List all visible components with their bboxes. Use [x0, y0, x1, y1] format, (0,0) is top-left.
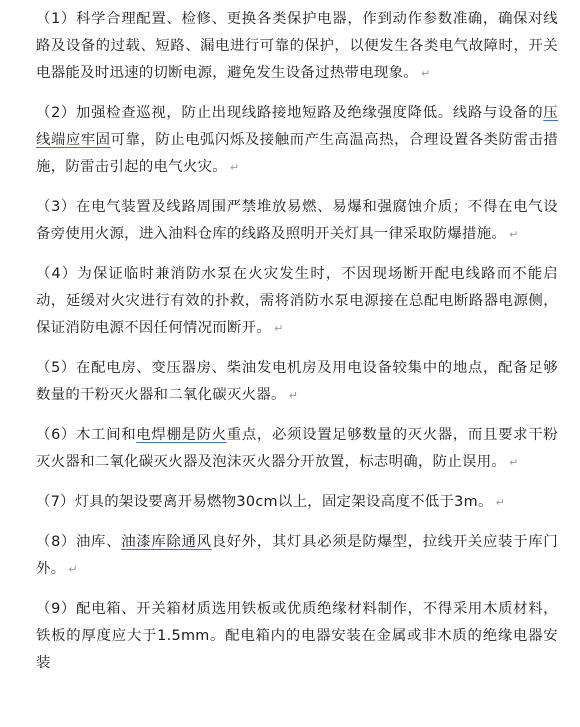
paragraph-p5	[36, 355, 558, 409]
paragraph-p7	[36, 489, 558, 516]
text-segment: 重点，必须设置足够数量的灭火器，而且要求干粉灭火器和二氧化碳灭火器及泡沫灭火器分开放置，标志明确，防止误用。	[36, 427, 558, 470]
paragraph-p8	[36, 529, 558, 583]
underlined-text: 压线端应牢固	[36, 105, 558, 148]
paragraph-mark-icon: ↵	[288, 389, 299, 402]
text-segment: （1）科学合理配置、检修、更换各类保护电器，作到动作参数准确，确保对线路及设备的过载、短路、漏电进行可靠的保护，以便发生各类电气故障时，开关电器能及时迅速的切断电源，避免发生设备过热带电现象。	[36, 11, 558, 81]
text-segment: （9）配电箱、开关箱材质选用铁板或优质绝缘材料制作，不得采用木质材料，铁板的厚度应大于1.5mm。配电箱内的电器安装在金属或非木质的绝缘电器安装	[36, 601, 558, 671]
text-segment: （5）在配电房、变压器房、柴油发电机房及用电设备较集中的地点，配备足够数量的干粉灭火器和二氧化碳灭火器。	[36, 360, 558, 403]
paragraph-p4	[36, 261, 558, 342]
paragraph-mark-icon: ↵	[509, 456, 519, 469]
underlined-text: 电焊棚是防火	[136, 427, 227, 443]
text-segment: 良好外，其灯具必须是防爆型，拉线开关应装于库门外。	[36, 534, 558, 577]
paragraph-p1	[36, 6, 558, 87]
paragraph-mark-icon: ↵	[229, 161, 240, 174]
text-segment: （3）在电气装置及线路周围严禁堆放易燃、易爆和强腐蚀介质；不得在电气设备旁使用火源，进入油料仓库的线路及照明开关灯具一律采取防爆措施。	[36, 199, 558, 242]
document-body	[36, 6, 558, 677]
paragraph-mark-icon: ↵	[420, 67, 431, 80]
text-segment: （8）油库、	[36, 534, 122, 550]
text-segment: （4）为保证临时兼消防水泵在火灾发生时，不因现场断开配电线路而不能启动，延缓对火灾进行有效的扑救，需将消防水泵电源接在总配电断路器电源侧，保证消防电源不因任何情况而断开。	[36, 266, 558, 336]
paragraph-p3	[36, 194, 558, 248]
paragraph-p6	[36, 422, 558, 476]
paragraph-mark-icon: ↵	[68, 563, 78, 576]
paragraph-mark-icon: ↵	[495, 496, 506, 509]
text-segment: （6）木工间和	[36, 427, 137, 443]
paragraph-p2	[36, 100, 558, 181]
paragraph-mark-icon: ↵	[509, 228, 519, 241]
underlined-text: 油漆库除通风	[121, 534, 212, 550]
paragraph-mark-icon: ↵	[274, 322, 284, 335]
text-segment: 可靠，防止电弧闪烁及接触而产生高温高热，合理设置各类防雷击措施，防雷击引起的电气火灾。	[36, 132, 558, 175]
text-segment: （7）灯具的架设要离开易燃物30cm以上，固定架设高度不低于3m。	[36, 494, 493, 510]
paragraph-p9	[36, 596, 558, 677]
text-segment: （2）加强检查巡视，防止出现线路接地短路及绝缘强度降低。线路与设备的	[36, 105, 544, 121]
